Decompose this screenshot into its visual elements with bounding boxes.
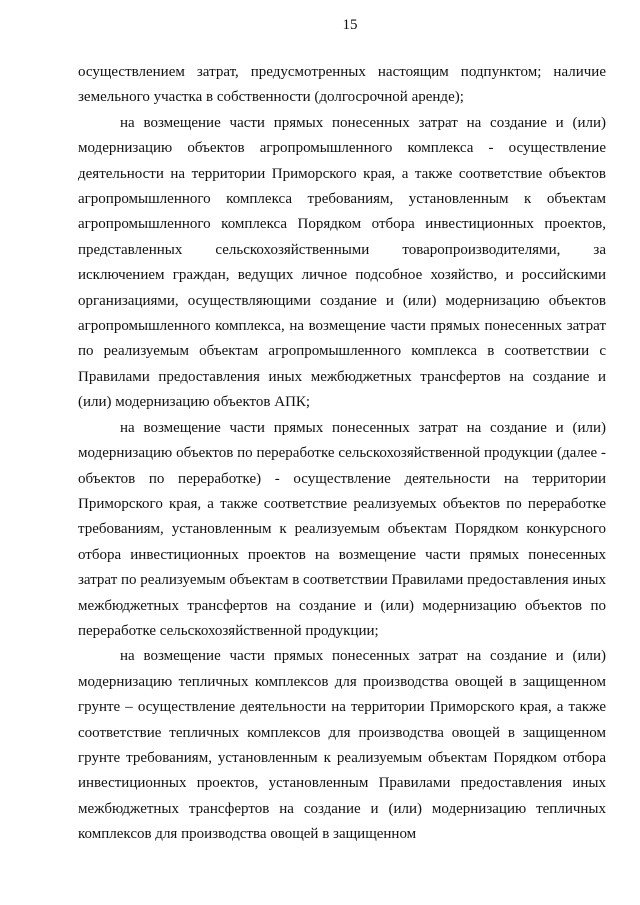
page-number: 15 [342,17,358,33]
paragraph-agro-complex-objects: на возмещение части прямых понесенных затрат на создание и (или) модернизацию объектов агропромышленного комплекса - осуществление деятельности на территории Приморского края, а также соответствие объектов агропромышленного комплекса требованиям, установленным к объектам агропромышленного комплекса Порядком отбора инвестиционных проектов, представленных сельскохозяйственными товаропроизводителями, за исключением граждан, ведущих личное подсобное хозяйство, и российскими организациями, осуществляющими создание и (или) модернизацию объектов агропромышленного комплекса, на возмещение части прямых понесенных затрат по реализуемым объектам агропромышленного комплекса в соответствии с Правилами предоставления иных межбюджетных трансфертов на создание и (или) модернизацию объектов АПК; [78,114,606,411]
document-body [78,60,606,848]
paragraph-greenhouse-complexes: на возмещение части прямых понесенных затрат на создание и (или) модернизацию тепличных комплексов для производства овощей в защищенном грунте – осуществление деятельности на территории Приморского края, а также соответствие тепличных комплексов для производства овощей в защищенном грунте требованиям, установленным к реализуемым объектам Порядком отбора инвестиционных проектов, установленным Правилами предоставления иных межбюджетных трансфертов на создание и (или) модернизацию тепличных комплексов для производства овощей в защищенном [78,648,606,843]
paragraph-processing-objects: на возмещение части прямых понесенных затрат на создание и (или) модернизацию объектов по переработке сельскохозяйственной продукции (далее - объектов по переработке) - осуществление деятельности на территории Приморского края, а также соответствие реализуемых объектов по переработке требованиям, установленным к реализуемым объектам Порядком конкурсного отбора инвестиционных проектов на возмещение части прямых понесенных затрат по реализуемым объектам в соответствии Правилами предоставления иных межбюджетных трансфертов на создание и (или) модернизацию объектов по переработке сельскохозяйственной продукции; [78,419,606,639]
paragraph-continuation: осуществлением затрат, предусмотренных настоящим подпунктом; наличие земельного участка в собственности (долгосрочной аренде); [78,64,606,106]
